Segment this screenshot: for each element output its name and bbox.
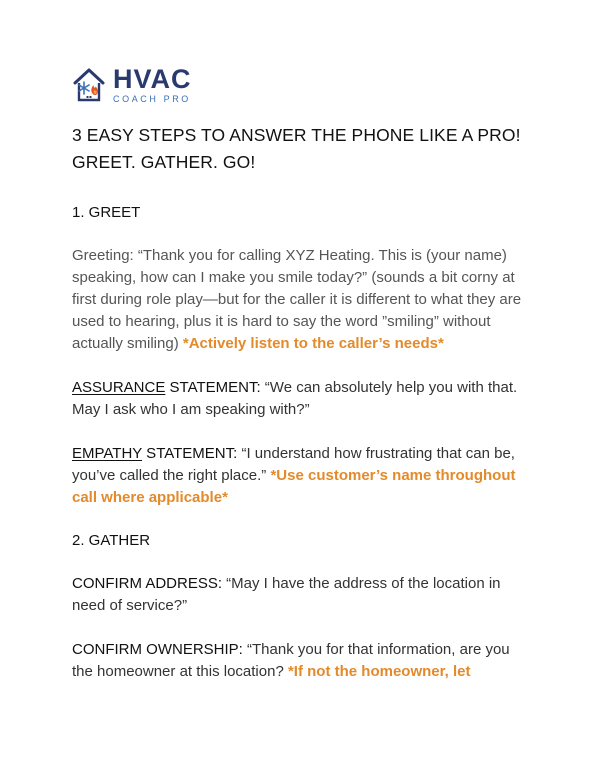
section-heading-gather: 2. GATHER [72, 532, 151, 549]
logo-tagline: COACH PRO [113, 94, 191, 104]
empathy-tip: *Use customer’s name throughout call where applicable* [72, 467, 516, 506]
greeting-tip: *Actively listen to the caller’s needs* [182, 335, 444, 352]
confirm-ownership-label: CONFIRM OWNERSHIP: [72, 641, 243, 658]
hvac-coach-pro-logo [72, 64, 192, 112]
document-body [72, 122, 532, 683]
empathy-label-underlined: EMPATHY [72, 445, 143, 462]
confirm-address-label: CONFIRM ADDRESS: [72, 575, 223, 592]
assurance-script: “We can absolutely help you with that. May I ask who I am speaking with?” [72, 379, 518, 418]
house-snowflake-flame-icon [72, 64, 106, 104]
confirm-address-paragraph [72, 573, 532, 617]
page-title [72, 122, 532, 176]
assurance-label-underlined: ASSURANCE [72, 379, 166, 396]
empathy-script: “I understand how frustrating that can be, you’ve called the right place.” [72, 445, 515, 484]
greeting-label: Greeting: [72, 247, 134, 264]
confirm-ownership-tip: *If not the homeowner, let [287, 663, 471, 680]
confirm-ownership-script: “Thank you for that information, are you the homeowner at this location? [72, 641, 510, 680]
confirm-ownership-paragraph [72, 639, 532, 683]
empathy-paragraph [72, 443, 532, 509]
logo-wordmark: HVAC [113, 64, 192, 94]
title-line-1: 3 EASY STEPS TO ANSWER THE PHONE LIKE A PRO! [72, 125, 521, 145]
greeting-paragraph [72, 245, 532, 355]
assurance-paragraph [72, 377, 532, 421]
empathy-label: STATEMENT: [142, 445, 238, 462]
section-heading-greet: 1. GREET [72, 204, 141, 221]
confirm-address-script: “May I have the address of the location in need of service?” [72, 575, 501, 614]
greeting-script: “Thank you for calling XYZ Heating. This is (your name) speaking, how can I make you smile today?” (sounds a bit corny at first during role play—but for the caller it is different to what they are used to hearing, plus it is hard to say the word ”smiling” without actually smiling) [72, 247, 522, 352]
assurance-label: STATEMENT: [165, 379, 261, 396]
title-line-2: GREET. GATHER. GO! [72, 152, 256, 172]
